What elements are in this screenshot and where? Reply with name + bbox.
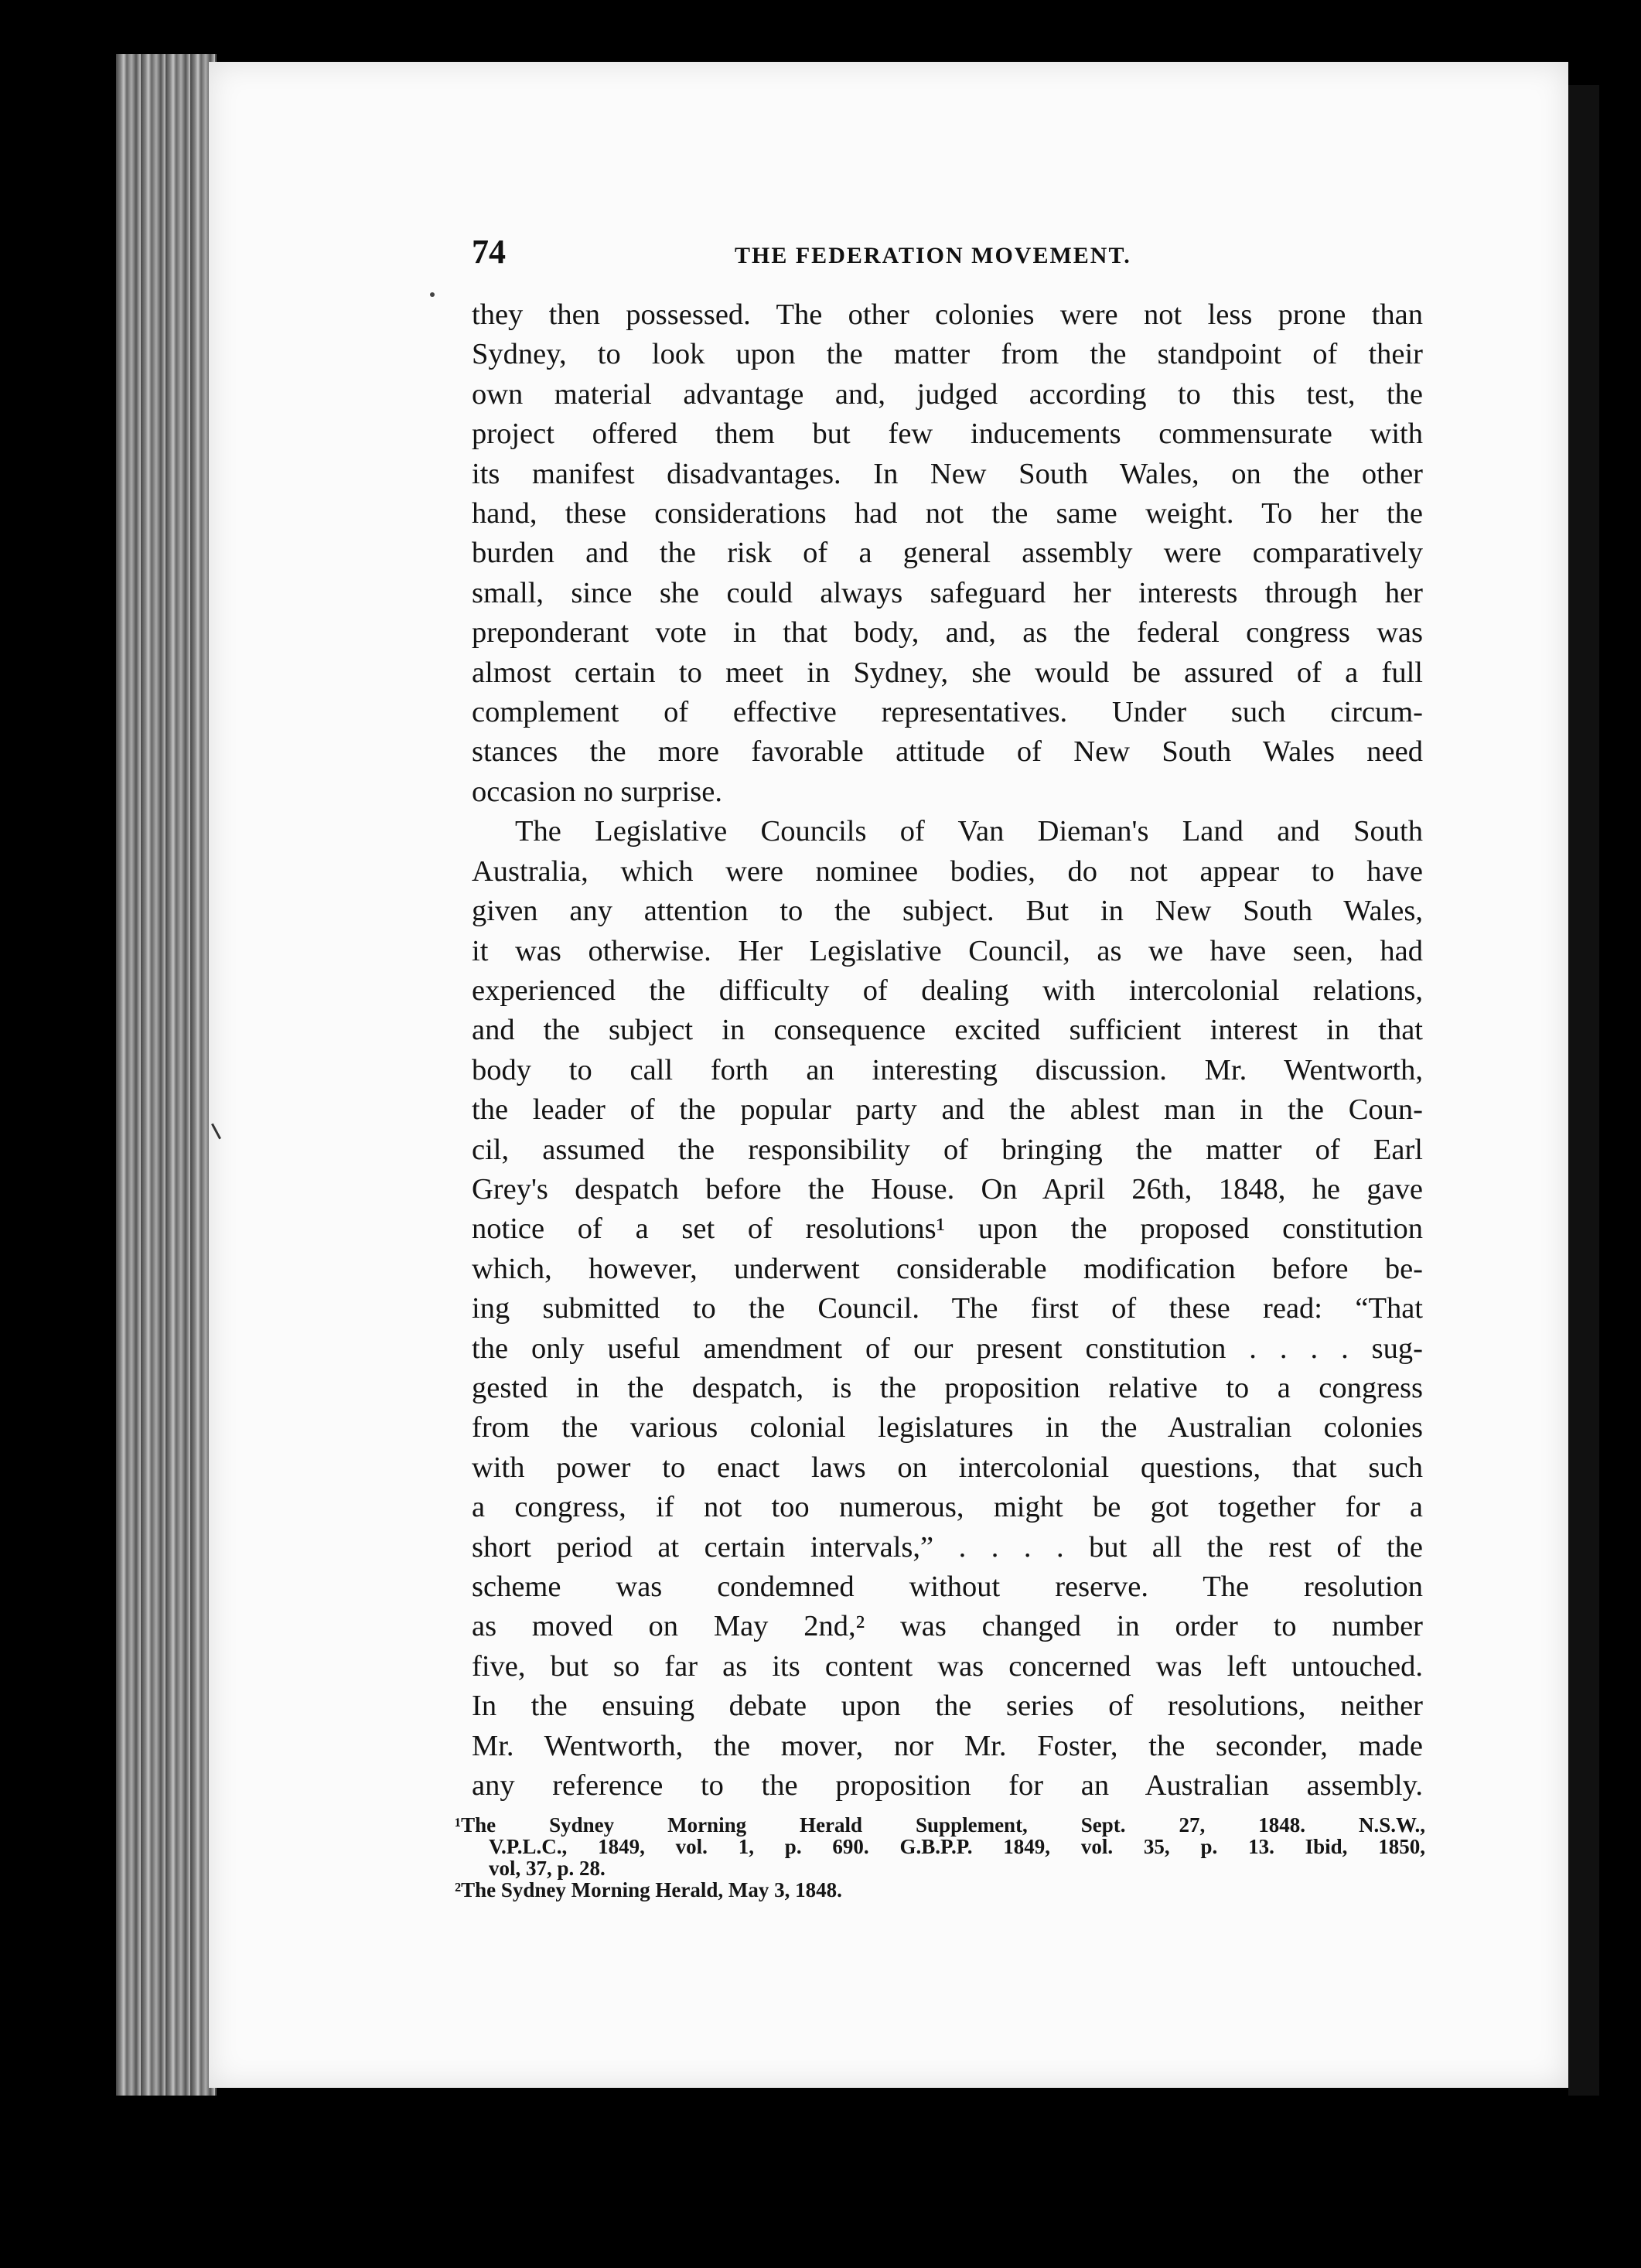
- text-line: Mr. Wentworth, the mover, nor Mr. Foster, the seconder, made: [472, 1729, 1423, 1762]
- text-line: they then possessed. The other colonies were not less prone than: [472, 298, 1423, 331]
- text-line: any reference to the proposition for an Australian assembly.: [472, 1769, 1423, 1802]
- text-line: hand, these considerations had not the same weight. To her the: [472, 497, 1423, 530]
- text-line: scheme was condemned without reserve. The resolution: [472, 1571, 1423, 1603]
- text-line: notice of a set of resolutions¹ upon the proposed constitution: [472, 1212, 1423, 1246]
- text-line: In the ensuing debate upon the series of resolutions, neither: [472, 1690, 1423, 1723]
- running-head: THE FEDERATION MOVEMENT.: [735, 243, 1131, 268]
- text-line: small, since she could always safeguard her interests through her: [472, 576, 1423, 609]
- page-number: 74: [472, 233, 506, 271]
- text-line: it was otherwise. Her Legislative Council, as we have seen, had: [472, 934, 1423, 967]
- text-line: which, however, underwent considerable modification before be-: [472, 1252, 1423, 1285]
- body-text: [472, 295, 1423, 1806]
- footnote-1-line: ¹The Sydney Morning Herald Supplement, Sept. 27, 1848. N.S.W.,: [455, 1813, 1425, 1837]
- text-line: body to call forth an interesting discussion. Mr. Wentworth,: [472, 1053, 1423, 1086]
- text-line: the only useful amendment of our present constitution . . . . sug-: [472, 1332, 1423, 1365]
- text-line: cil, assumed the responsibility of bringing the matter of Earl: [472, 1133, 1423, 1166]
- footnotes: [455, 1814, 1425, 1901]
- text-line: own material advantage and, judged according to this test, the: [472, 377, 1423, 411]
- text-line: Australia, which were nominee bodies, do not appear to have: [472, 854, 1423, 888]
- book-edge-strip: [116, 54, 217, 2096]
- stray-mark: [430, 292, 435, 297]
- text-line: complement of effective representatives. Under such circum-: [472, 696, 1423, 729]
- text-line: with power to enact laws on intercolonial questions, that such: [472, 1451, 1423, 1484]
- paragraph-first-line: The Legislative Councils of Van Dieman's Land and South: [515, 815, 1423, 848]
- text-line: its manifest disadvantages. In New South Wales, on the other: [472, 457, 1423, 490]
- text-line: as moved on May 2nd,² was changed in order to number: [472, 1610, 1423, 1643]
- text-line: experienced the difficulty of dealing with intercolonial relations,: [472, 974, 1423, 1007]
- text-line: Sydney, to look upon the matter from the standpoint of their: [472, 338, 1423, 371]
- text-line: and the subject in consequence excited sufficient interest in that: [472, 1014, 1423, 1047]
- text-line: given any attention to the subject. But in New South Wales,: [472, 895, 1423, 928]
- text-line: short period at certain intervals,” . . . . but all the rest of the: [472, 1530, 1423, 1564]
- footnote-1-line: V.P.L.C., 1849, vol. 1, p. 690. G.B.P.P. 1849, vol. 35, p. 13. Ibid, 1850,: [489, 1835, 1425, 1858]
- text-line: the leader of the popular party and the ablest man in the Coun-: [472, 1093, 1423, 1127]
- text-line: stances the more favorable attitude of New South Wales need: [472, 735, 1423, 769]
- text-line: five, but so far as its content was concerned was left untouched.: [472, 1649, 1423, 1683]
- page-header: [472, 232, 1400, 278]
- text-line: occasion no surprise.: [472, 775, 722, 808]
- text-line: burden and the risk of a general assembly were comparatively: [472, 537, 1423, 570]
- text-line: project offered them but few inducements commensurate with: [472, 418, 1423, 451]
- text-line: Grey's despatch before the House. On April 26th, 1848, he gave: [472, 1172, 1423, 1206]
- text-line: a congress, if not too numerous, might be got together for a: [472, 1491, 1423, 1524]
- text-line: almost certain to meet in Sydney, she would be assured of a full: [472, 656, 1423, 689]
- facing-page-edge: [1568, 85, 1599, 2096]
- text-line: from the various colonial legislatures in the Australian colonies: [472, 1411, 1423, 1444]
- text-line: ing submitted to the Council. The first of these read: “That: [472, 1292, 1423, 1325]
- text-line: gested in the despatch, is the proposition relative to a congress: [472, 1371, 1423, 1404]
- text-line: preponderant vote in that body, and, as the federal congress was: [472, 616, 1423, 650]
- footnote-2-line: ²The Sydney Morning Herald, May 3, 1848.: [455, 1878, 842, 1901]
- footnote-1-line: vol, 37, p. 28.: [489, 1857, 606, 1880]
